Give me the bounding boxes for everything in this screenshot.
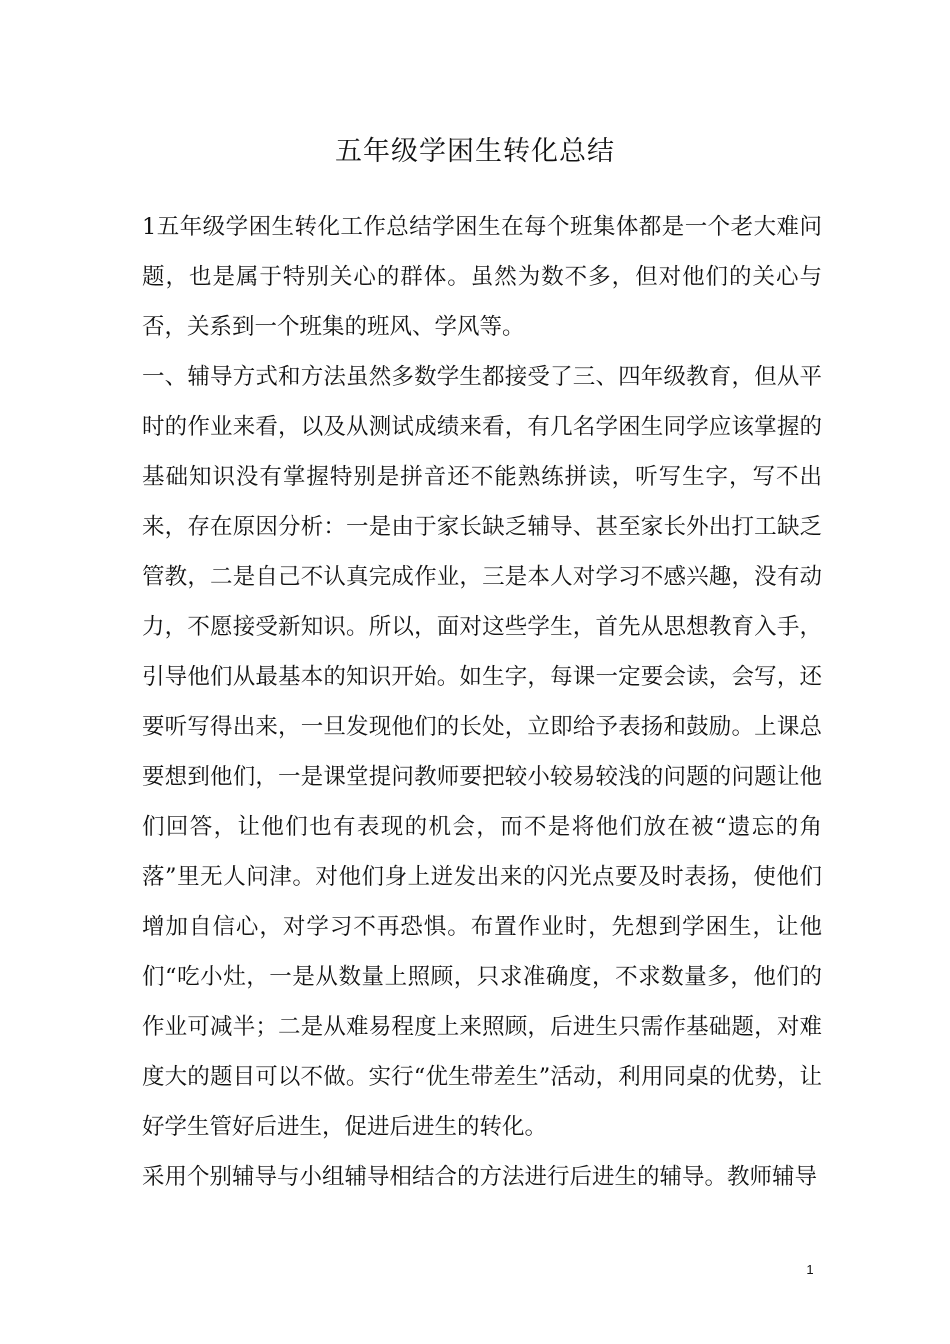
- page-number: 1: [806, 1262, 814, 1277]
- document-title: 五年级学困生转化总结: [335, 136, 615, 167]
- paragraph-methods: 一、辅导方式和方法虽然多数学生都接受了三、四年级教育，但从平时的作业来看，以及从测试成绩来看，有几名学困生同学应该掌握的基础知识没有掌握特别是拼音还不能熟练拼读，听写生字，写不出来，存在原因分析：一是由于家长缺乏辅导、甚至家长外出打工缺乏管教，二是自己不认真完成作业，三是本人对学习不感兴趣，没有动力，不愿接受新知识。所以，面对这些学生，首先从思想教育入手，引导他们从最基本的知识开始。如生字，每课一定要会读，会写，还要听写得出来，一旦发现他们的长处，立即给予表扬和鼓励。上课总要想到他们，一是课堂提问教师要把较小较易较浅的问题的问题让他们回答，让他们也有表现的机会，而不是将他们放在被“遗忘的角落”里无人问津。对他们身上迸发出来的闪光点要及时表扬，使他们增加自信心，对学习不再恐惧。布置作业时，先想到学困生，让他们“吃小灶，一是从数量上照顾，只求准确度，不求数量多，他们的作业可减半；二是从难易程度上来照顾，后进生只需作基础题，对难度大的题目可以不做。实行“优生带差生”活动，利用同桌的优势，让好学生管好后进生，促进后进生的转化。: [142, 364, 822, 1140]
- paragraph-intro: 1五年级学困生转化工作总结学困生在每个班集体都是一个老大难问题，也是属于特别关心的群体。虽然为数不多，但对他们的关心与否，关系到一个班集的班风、学风等。: [142, 214, 822, 340]
- paragraph-tutoring: 采用个别辅导与小组辅导相结合的方法进行后进生的辅导。教师辅导: [142, 1164, 818, 1190]
- document-body: [142, 202, 822, 1202]
